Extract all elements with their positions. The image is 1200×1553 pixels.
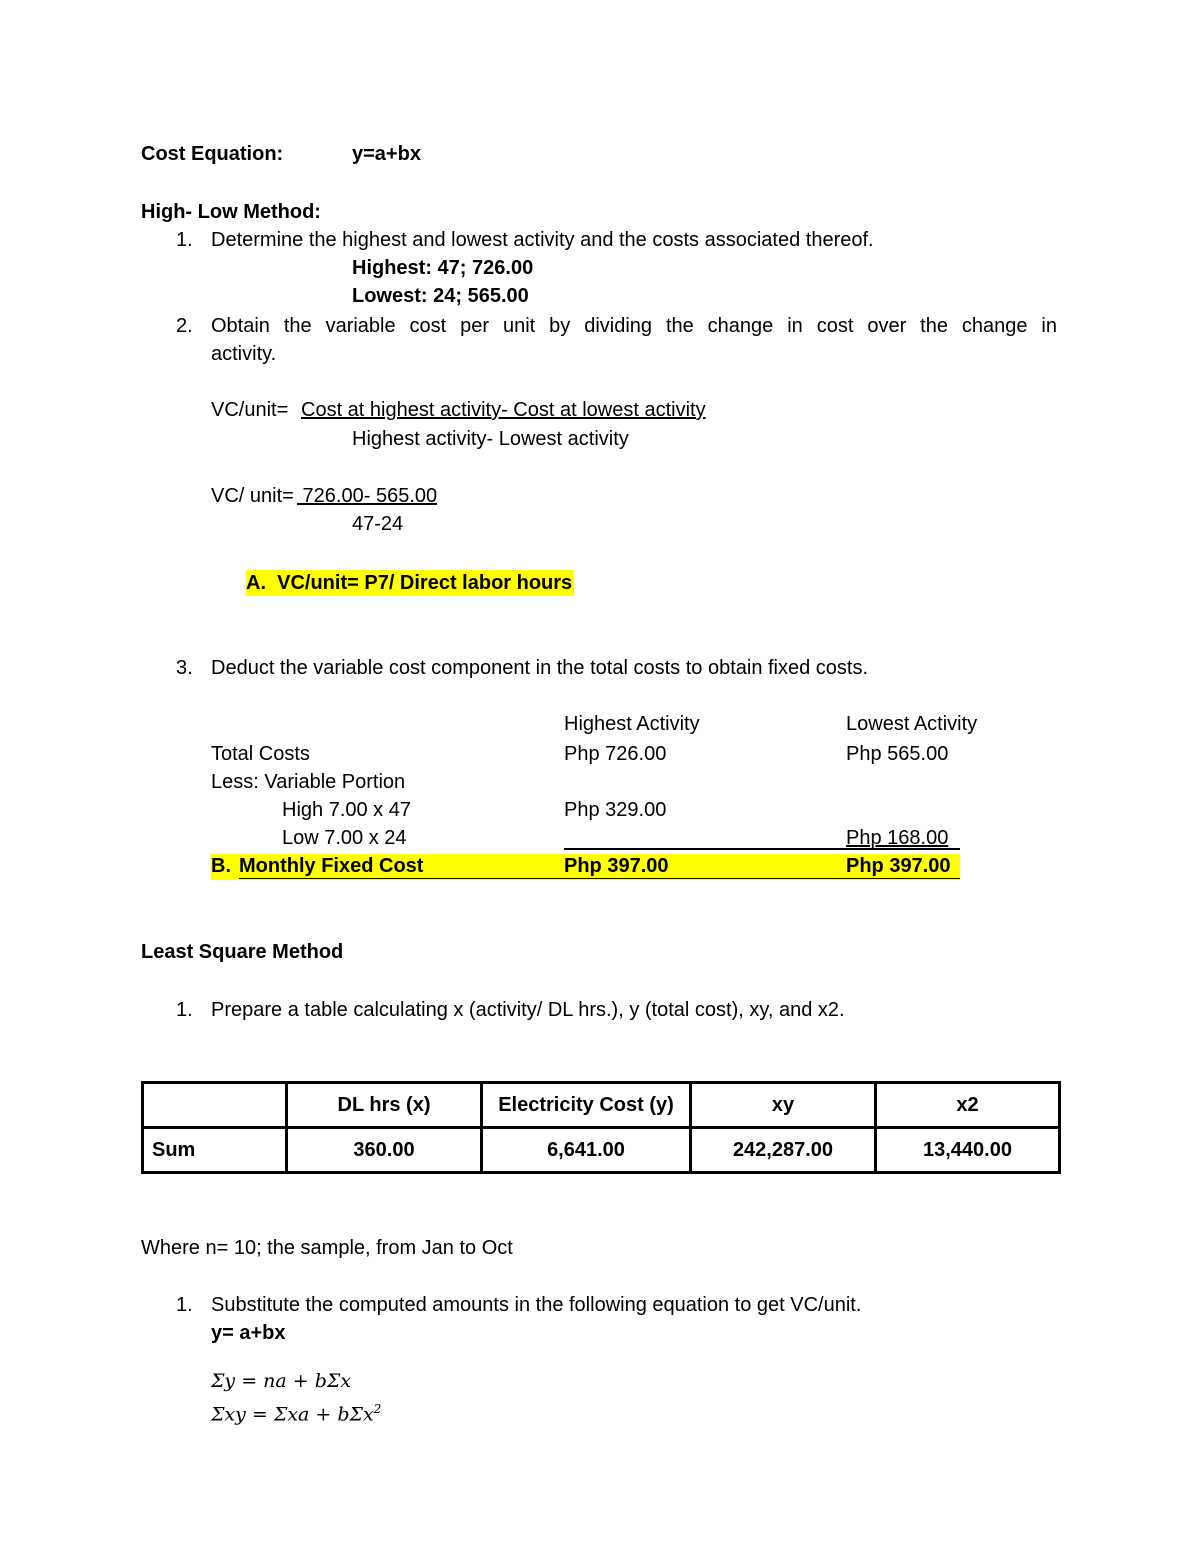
col-lowest-activity: Lowest Activity xyxy=(846,713,978,735)
table-cell: Sum xyxy=(143,1128,287,1173)
table-cell: 360.00 xyxy=(287,1128,482,1173)
normal-equation-1: Σy = na + bΣx xyxy=(211,1370,352,1392)
less-variable-label: Less: Variable Portion xyxy=(211,771,406,793)
vc-result-text: VC/unit= P7/ Direct labor hours xyxy=(277,572,573,594)
ls-step1-number: 1. xyxy=(176,999,193,1021)
table-header-row xyxy=(143,1083,1060,1128)
table-header-cell: xy xyxy=(691,1083,876,1128)
step2-text-line1: Obtain the variable cost per unit by dividing the change in cost over the change in xyxy=(211,315,1057,337)
normal-equation-2 xyxy=(211,1402,381,1425)
ls-equation: y= a+bx xyxy=(211,1322,286,1344)
step2-text-line2: activity. xyxy=(211,343,277,365)
col-highest-activity: Highest Activity xyxy=(564,713,700,735)
least-square-title: Least Square Method xyxy=(141,941,344,963)
table-cell: 6,641.00 xyxy=(482,1128,691,1173)
normal-equation-2-superscript: 2 xyxy=(373,1402,382,1416)
ls-sub-number: 1. xyxy=(176,1294,193,1316)
vc-calc-numerator: 726.00- 565.00 xyxy=(297,485,438,507)
table-cell: 13,440.00 xyxy=(876,1128,1060,1173)
highest-value: Highest: 47; 726.00 xyxy=(352,257,534,279)
vc-result-letter: A. xyxy=(246,572,266,594)
least-square-table xyxy=(141,1081,1061,1174)
low-calc-value: Php 168.00 xyxy=(846,827,949,849)
high-low-title: High- Low Method: xyxy=(141,201,321,223)
lowest-value: Lowest: 24; 565.00 xyxy=(352,285,529,307)
fixed-cost-low: Php 397.00 xyxy=(846,855,951,877)
total-costs-high: Php 726.00 xyxy=(564,743,667,765)
vc-result-highlight xyxy=(246,570,574,596)
total-costs-low: Php 565.00 xyxy=(846,743,949,765)
table-cell: 242,287.00 xyxy=(691,1128,876,1173)
step3-text: Deduct the variable cost component in the total costs to obtain fixed costs. xyxy=(211,657,869,679)
table-header-cell: DL hrs (x) xyxy=(287,1083,482,1128)
table-header-cell xyxy=(143,1083,287,1128)
table-header-cell: x2 xyxy=(876,1083,1060,1128)
step1-text: Determine the highest and lowest activity and the costs associated thereof. xyxy=(211,229,874,251)
fixed-cost-underline xyxy=(239,878,960,879)
fixed-cost-label: Monthly Fixed Cost xyxy=(239,855,424,877)
vc-calc-label: VC/ unit= xyxy=(211,485,294,507)
vc-formula-label: VC/unit= xyxy=(211,399,289,421)
vc-formula-numerator: Cost at highest activity- Cost at lowest activity xyxy=(301,399,706,421)
step2-number: 2. xyxy=(176,315,193,337)
cost-equation-label: Cost Equation: xyxy=(141,143,284,165)
where-n-text: Where n= 10; the sample, from Jan to Oct xyxy=(141,1237,513,1259)
vc-formula-denominator: Highest activity- Lowest activity xyxy=(352,428,629,450)
ls-step1-text: Prepare a table calculating x (activity/ DL hrs.), y (total cost), xy, and x2. xyxy=(211,999,845,1021)
fixed-cost-letter: B. xyxy=(211,855,231,877)
step1-number: 1. xyxy=(176,229,193,251)
table-header-cell: Electricity Cost (y) xyxy=(482,1083,691,1128)
fixed-cost-high: Php 397.00 xyxy=(564,855,669,877)
high-calc-label: High 7.00 x 47 xyxy=(282,799,411,821)
normal-equation-2-main: Σxy = Σxa + bΣx xyxy=(211,1403,374,1426)
table-row xyxy=(143,1128,1060,1173)
total-costs-label: Total Costs xyxy=(211,743,310,765)
low-calc-label: Low 7.00 x 24 xyxy=(282,827,407,849)
step3-number: 3. xyxy=(176,657,193,679)
vc-calc-denominator: 47-24 xyxy=(352,513,404,535)
ls-sub-text: Substitute the computed amounts in the following equation to get VC/unit. xyxy=(211,1294,862,1316)
subtotal-rule xyxy=(564,848,960,850)
cost-equation-formula: y=a+bx xyxy=(352,143,421,165)
high-calc-value: Php 329.00 xyxy=(564,799,667,821)
